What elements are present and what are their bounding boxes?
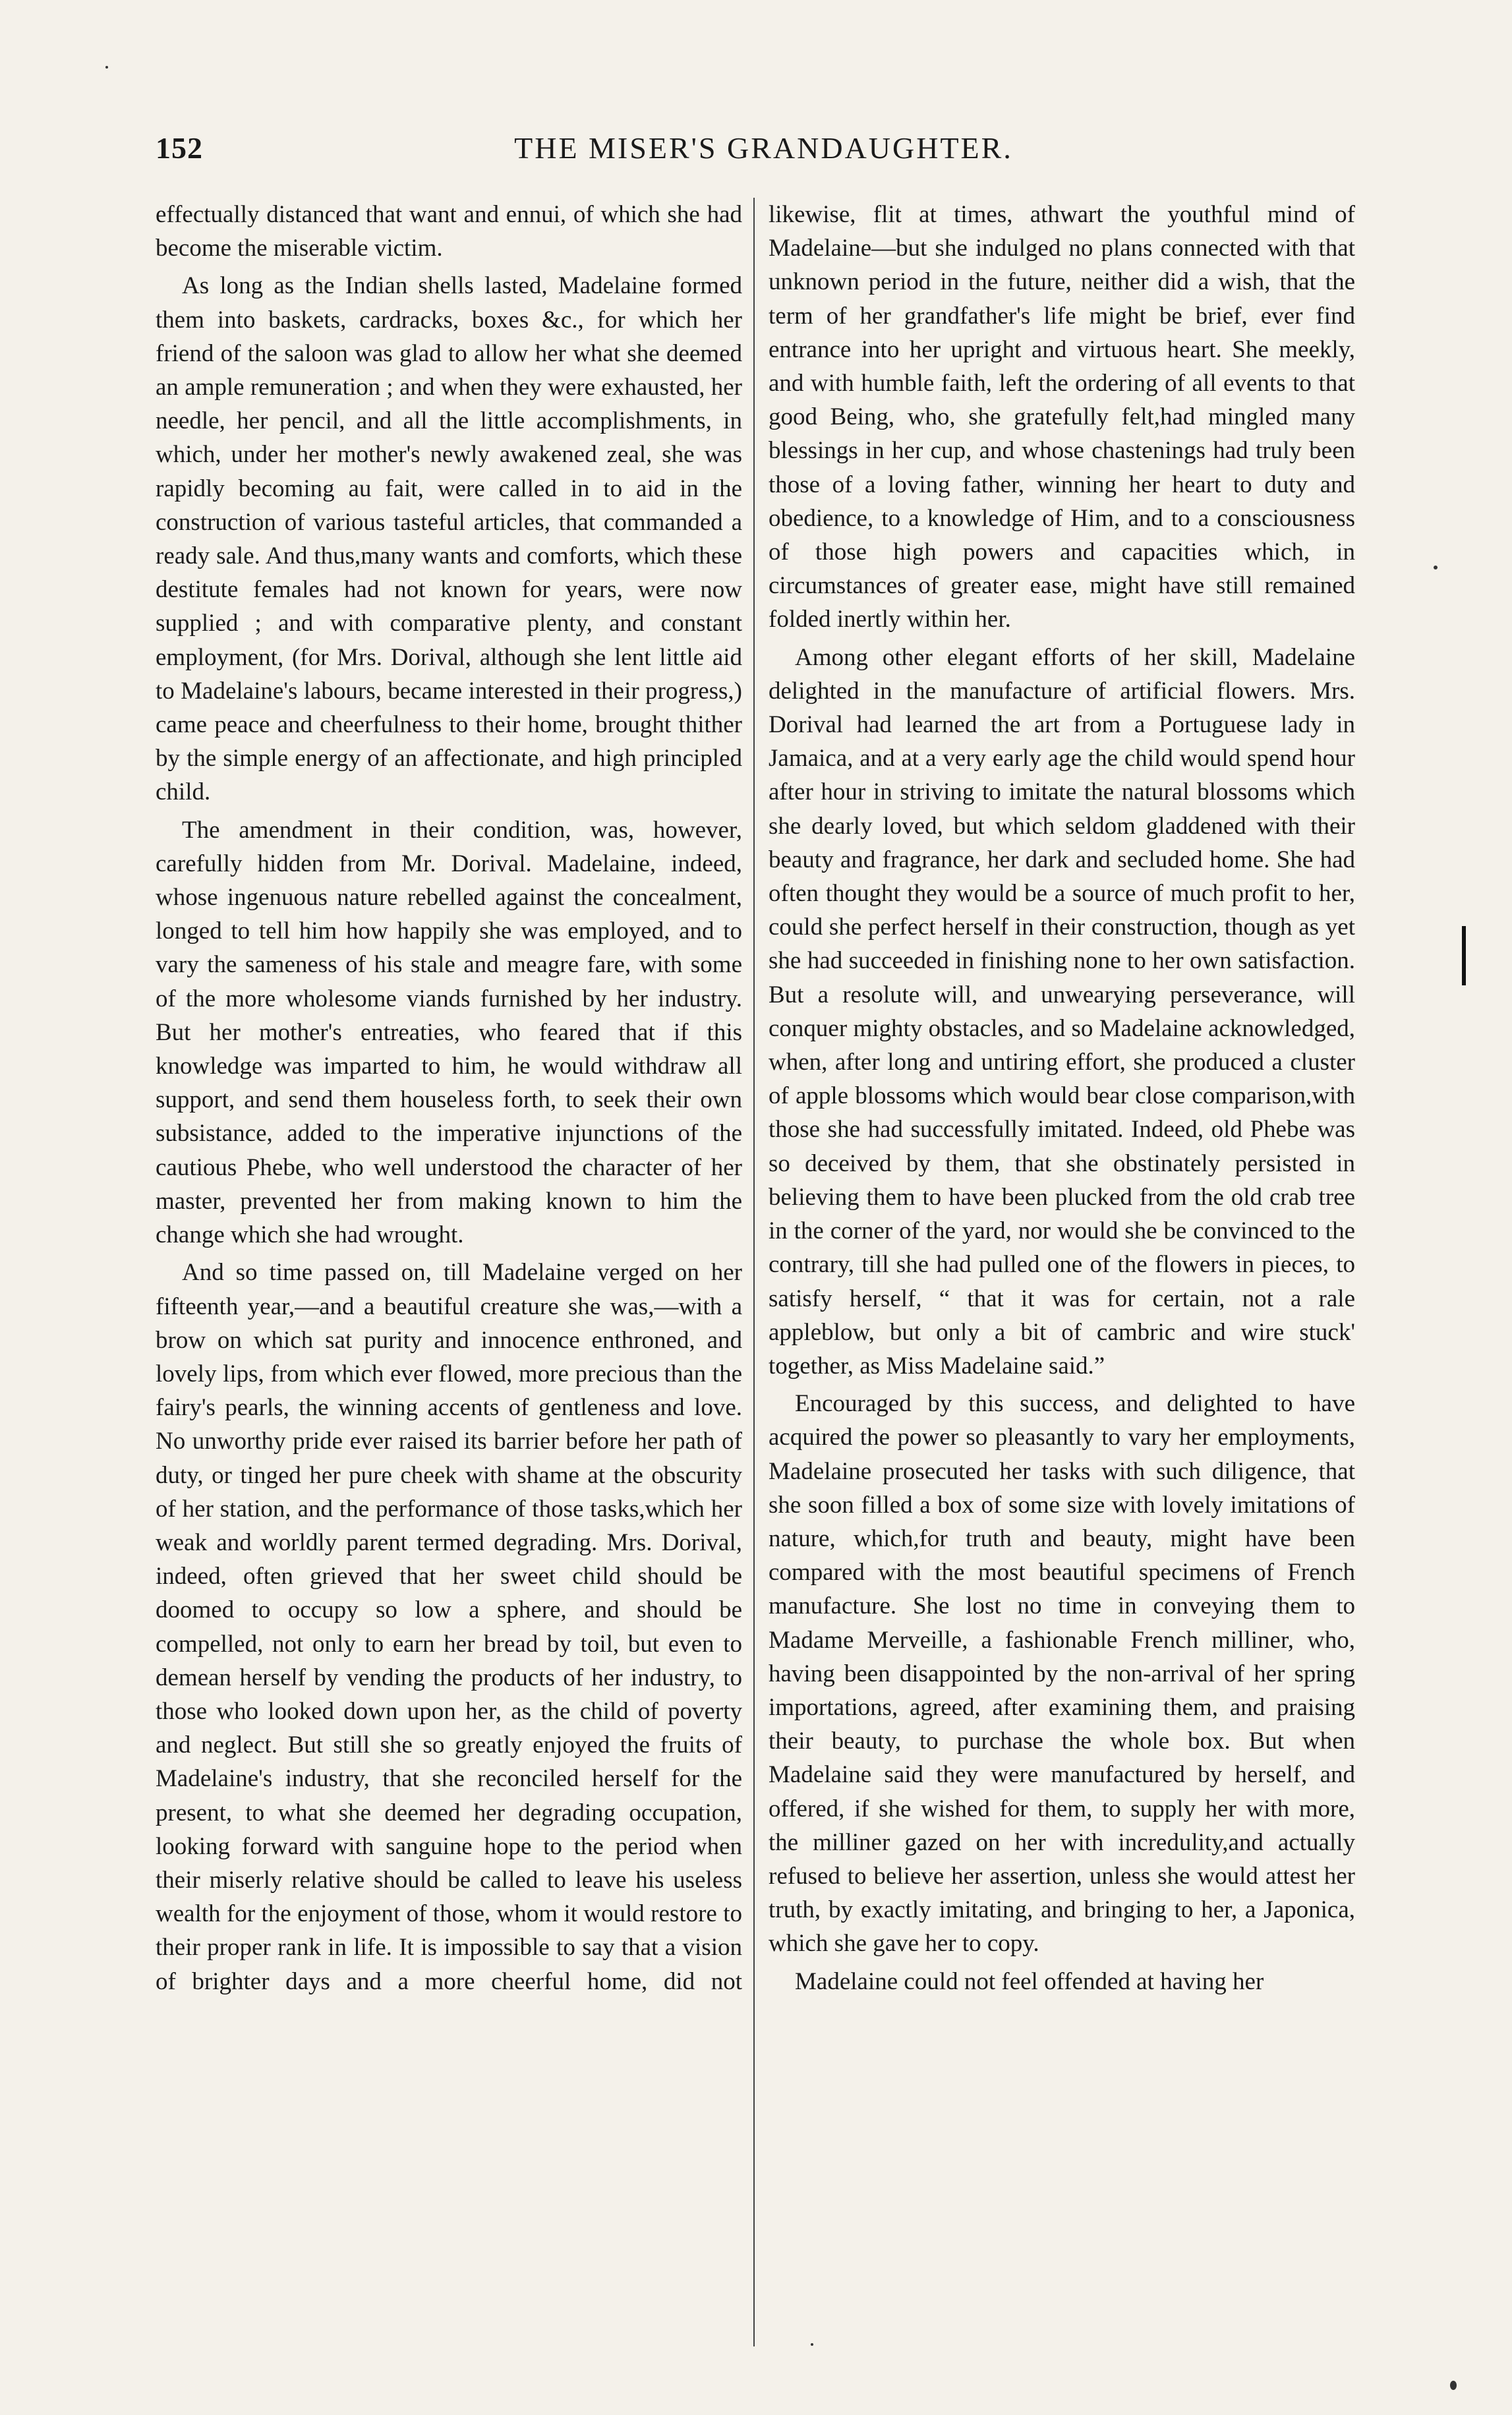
paragraph: The amendment in their condition, was, however, carefully hidden from Mr. Dorival. Madelaine, indeed, whose ingenuous nature rebelled against the concealment, longed to tell him how happily she was employed, and to vary the sameness of his stale and meagre fare, with some of the more wholesome viands furnished by her industry. But her mother's entreaties, who feared that if this knowledge was imparted to him, he would withdraw all support, and send them houseless forth, to seek their own subsistance, added to the imperative injunctions of the cautious Phebe, who well understood the character of her master, prevented her from making known to him the change which she had wrought.: [156, 816, 742, 1249]
ink-speck: [1450, 2381, 1457, 2390]
paragraph: likewise, flit at times, athwart the youthful mind of Madelaine—but she indulged no plans connected with that unknown period in the future, neither did a wish, that the term of her grandfather's life might be brief, ever find entrance into her upright and virtuous heart. She meekly, and with humble faith, left the ordering of all events to that good Being, who, she gratefully felt,had mingled many blessings in her cup, and whose chastenings had truly been those of a loving father, winning her heart to duty and obedience, to a knowledge of Him, and to a consciousness of those high powers and capacities which, in circumstances of greater ease, might have still remained folded inertly within her.: [769, 201, 1355, 633]
page-header: [156, 125, 1372, 178]
right-column: [769, 198, 1355, 2360]
paragraph: Encouraged by this success, and delighted to have acquired the power so pleasantly to vary her employments, Madelaine prosecuted her tasks with such diligence, that she soon filled a box of some size with lovely imitations of nature, which,for truth and beauty, might have been compared with the most beautiful specimens of French manufacture. She lost no time in conveying them to Madame Merveille, a fashionable French milliner, who, having been disappointed by the non-arrival of her spring importations, agreed, after examining them, and praising their beauty, to purchase the whole box. But when Madelaine said they were manufactured by herself, and offered, if she wished for them, to supply her with more, the milliner gazed on her with incredulity,and actually refused to believe her assertion, unless she would attest her truth, by exactly imitating, and bringing to her, a Japonica, which she gave her to copy.: [769, 1390, 1355, 1958]
paragraph: Madelaine could not feel offended at having her: [795, 1967, 1264, 1995]
ink-speck: [105, 66, 108, 69]
paragraph: And so time passed on, till Madelaine verged on her fifteenth year,—and a beautiful creature she was,—with a brow on which sat purity and innocence enthroned, and lovely lips, from which ever flowed, more precious than the fairy's pearls, the winning accents of gentleness and love. No unworthy pride ever raised its barrier before her path of duty, or tinged her pure cheek with shame at the obscurity of her station, and the performance of those tasks,which her weak and worldly parent termed degrading. Mrs. Dorival, indeed, often grieved that her sweet child should be doomed to occupy so low a sphere, and should be compelled, not only to earn her bread by toil, but even to demean herself by vending the products of her industry, to those who looked down upon her, as the child of poverty and neglect. But still she so greatly enjoyed the fruits of Madelaine's industry, that she reconciled herself for the present, to what she deemed her degrading occupation, looking forward with sanguine hope to the period when their miserly relative should be called to leave his useless wealth for the enjoyment of those, whom it would restore to their proper rank in life. It is impossible to say that a vision of brighter days and a more cheerful home, did not: [156, 1259, 742, 1995]
ink-speck: [1434, 566, 1438, 569]
running-title: THE MISER'S GRANDAUGHTER.: [514, 131, 1013, 165]
paragraph: As long as the Indian shells lasted, Madelaine formed them into baskets, cardracks, boxes &c., for which her friend of the saloon was glad to allow her what she deemed an ample remuneration ; and when they were exhausted, her needle, her pencil, and all the little accomplishments, in which, under her mother's newly awakened zeal, she was rapidly becoming au fait, were called in to aid in the construction of various tasteful articles, that commanded a ready sale. And thus,many wants and comforts, which these destitute females had not known for years, were now supplied ; and with comparative plenty, and constant employment, (for Mrs. Dorival, although she lent little aid to Madelaine's labours, became interested in their progress,) came peace and cheerfulness to their home, brought thither by the simple energy of an affectionate, and high principled child.: [156, 272, 742, 806]
column-divider: [753, 198, 755, 2346]
margin-mark: [1462, 926, 1466, 985]
left-column: [156, 198, 742, 2360]
ink-speck: [811, 2343, 813, 2346]
paragraph: Among other elegant efforts of her skill, Madelaine delighted in the manufacture of artificial flowers. Mrs. Dorival had learned the art from a Portuguese lady in Jamaica, and at a very early age the child would spend hour after hour in striving to imitate the natural blossoms which she dearly loved, but which seldom gladdened with their beauty and fragrance, her dark and secluded home. She had often thought they would be a source of much profit to her, could she perfect herself in their construction, though as yet she had succeeded in finishing none to her own satisfaction. But a resolute will, and unwearying perseverance, will conquer mighty obstacles, and so Madelaine acknowledged, when, after long and untiring effort, she produced a cluster of apple blossoms which would bear close comparison,with those she had successfully imitated. Indeed, old Phebe was so deceived by them, that she obstinately persisted in believing them to have been plucked from the old crab tree in the corner of the yard, nor would she be convinced to the contrary, till she had pulled one of the flowers in pieces, to satisfy herself, “ that it was for certain, not a rale appleblow, but only a bit of cambric and wire stuck' together, as Miss Madelaine said.”: [769, 643, 1355, 1380]
page-number: 152: [156, 131, 203, 165]
paragraph: effectually distanced that want and ennui, of which she had become the miserable victim.: [156, 201, 742, 262]
